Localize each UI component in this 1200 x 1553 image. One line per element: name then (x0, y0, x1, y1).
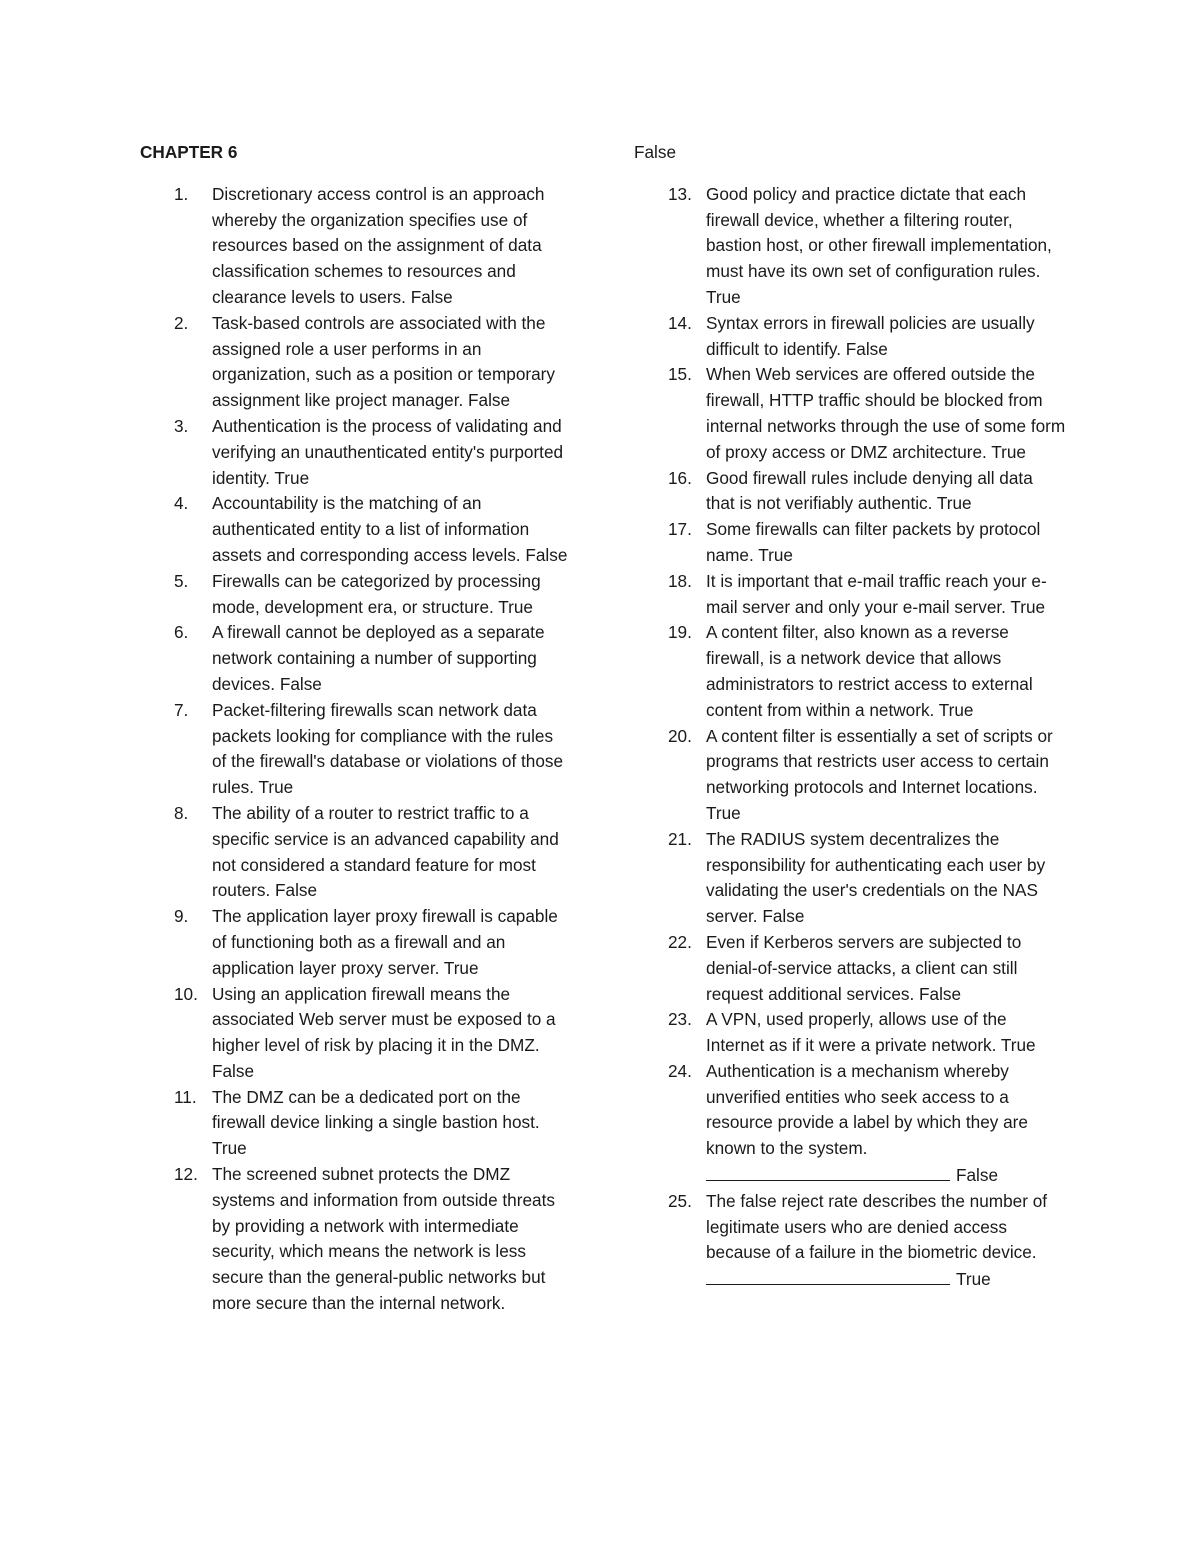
item-text: A content filter is essentially a set of scripts or programs that restricts user access to certain networking protocols and Internet locations. True (706, 725, 1053, 823)
item-text: A VPN, used properly, allows use of the Internet as if it were a private network. True (706, 1009, 1036, 1056)
item-number: 13. (668, 183, 692, 204)
item-number: 18. (668, 570, 692, 591)
list-item (140, 801, 570, 904)
item-number: 25. (668, 1190, 692, 1211)
list-item (634, 1007, 1066, 1059)
item-text: Some firewalls can filter packets by protocol name. True (706, 519, 1041, 565)
item-number: 8. (174, 802, 189, 823)
item-number: 21. (668, 828, 692, 849)
item-text: Task-based controls are associated with the assigned role a user performs in an organization, such as a position or temporary assignment like project manager. False (212, 312, 555, 411)
continued-answer: False (634, 142, 677, 162)
item-number: 14. (668, 312, 692, 333)
item-text: The false reject rate describes the number of legitimate users who are denied access because of a failure in the biometric device. (706, 1190, 1048, 1263)
item-text: Even if Kerberos servers are subjected to denial-of-service attacks, a client can still request additional services. False (706, 931, 1022, 1004)
item-answer: True (956, 1269, 991, 1290)
item-number: 11. (174, 1086, 197, 1107)
question-list-left (140, 182, 570, 1317)
item-number: 6. (174, 622, 189, 643)
item-number: 12. (174, 1164, 198, 1185)
item-text: The application layer proxy firewall is capable of functioning both as a firewall and an application layer proxy server. True (212, 906, 558, 978)
item-text: Firewalls can be categorized by processing mode, development era, or structure. True (212, 570, 541, 617)
list-item (140, 1085, 570, 1162)
list-item (140, 982, 570, 1085)
chapter-heading: CHAPTER 6 (140, 142, 238, 162)
list-item (140, 1162, 570, 1317)
right-column (634, 140, 1066, 1293)
item-text: Using an application firewall means the associated Web server must be exposed to a higher level of risk by placing it in the DMZ. False (212, 983, 556, 1081)
item-number: 20. (668, 725, 692, 746)
item-text: Good firewall rules include denying all data that is not verifiably authentic. True (706, 467, 1033, 514)
list-item (140, 698, 570, 801)
item-number: 2. (174, 312, 189, 333)
item-text: A firewall cannot be deployed as a separate network containing a number of supporting devices. False (212, 622, 545, 694)
item-text: When Web services are offered outside the firewall, HTTP traffic should be blocked from internal networks through the use of some form of proxy access or DMZ architecture. True (706, 364, 1066, 462)
item-number: 16. (668, 467, 692, 488)
item-number: 9. (174, 906, 189, 927)
list-item (634, 827, 1066, 930)
item-text: The screened subnet protects the DMZ systems and information from outside threats by providing a network with intermediate security, which means the network is less secure than the general-public networks but more secure than the internal network. (212, 1164, 555, 1314)
list-item (634, 569, 1066, 621)
item-answer: False (956, 1165, 999, 1186)
item-number: 15. (668, 364, 692, 385)
item-text: The RADIUS system decentralizes the responsibility for authenticating each user by validating the user's credentials on the NAS server. False (706, 828, 1046, 927)
list-item (140, 182, 570, 311)
item-number: 1. (174, 183, 189, 204)
item-number: 3. (174, 415, 189, 436)
item-number: 23. (668, 1009, 692, 1030)
list-item (634, 182, 1066, 311)
list-item (140, 904, 570, 981)
item-text: Good policy and practice dictate that each firewall device, whether a filtering router, bastion host, or other firewall implementation, must have its own set of configuration rules. True (706, 183, 1052, 307)
item-text: Authentication is the process of validating and verifying an unauthenticated entity's purported identity. True (212, 415, 564, 488)
list-item (634, 517, 1066, 569)
item-number: 4. (174, 493, 189, 514)
left-column (140, 140, 570, 1317)
item-text: Accountability is the matching of an authenticated entity to a list of information assets and corresponding access levels. False (212, 493, 568, 565)
item-text: The ability of a router to restrict traffic to a specific service is an advanced capability and not considered a standard feature for most routers. False (212, 802, 559, 901)
answer-blank-line (706, 1162, 950, 1181)
list-item (140, 491, 570, 568)
list-item (634, 620, 1066, 723)
list-item (634, 466, 1066, 518)
list-item (634, 1059, 1066, 1189)
list-item (634, 1189, 1066, 1293)
list-item (140, 620, 570, 697)
item-number: 22. (668, 931, 692, 952)
list-item (634, 362, 1066, 465)
item-number: 19. (668, 622, 692, 643)
list-item (140, 414, 570, 491)
item-number: 10. (174, 983, 198, 1004)
item-number: 7. (174, 699, 189, 720)
list-item (634, 724, 1066, 827)
item-text: Syntax errors in firewall policies are usually difficult to identify. False (706, 312, 1035, 359)
question-list-right (634, 182, 1066, 1293)
item-text: A content filter, also known as a reverse firewall, is a network device that allows administrators to restrict access to external content from within a network. True (706, 622, 1033, 720)
list-item (634, 311, 1066, 363)
item-text: Packet-filtering firewalls scan network data packets looking for compliance with the rules of the firewall's database or violations of those rules. True (212, 699, 564, 798)
answer-blank-line (706, 1266, 950, 1285)
list-item (140, 311, 570, 414)
item-text: Discretionary access control is an approach whereby the organization specifies use of resources based on the assignment of data classification schemes to resources and clearance levels to users. False (212, 183, 545, 307)
item-number: 17. (668, 519, 692, 540)
item-text: The DMZ can be a dedicated port on the firewall device linking a single bastion host. True (212, 1086, 540, 1159)
item-number: 5. (174, 570, 189, 591)
list-item (634, 930, 1066, 1007)
item-text: It is important that e-mail traffic reach your e-mail server and only your e-mail server. True (706, 570, 1047, 617)
item-number: 24. (668, 1060, 692, 1081)
list-item (140, 569, 570, 621)
item-text: Authentication is a mechanism whereby unverified entities who seek access to a resource provide a label by which they are known to the system. (706, 1060, 1028, 1159)
